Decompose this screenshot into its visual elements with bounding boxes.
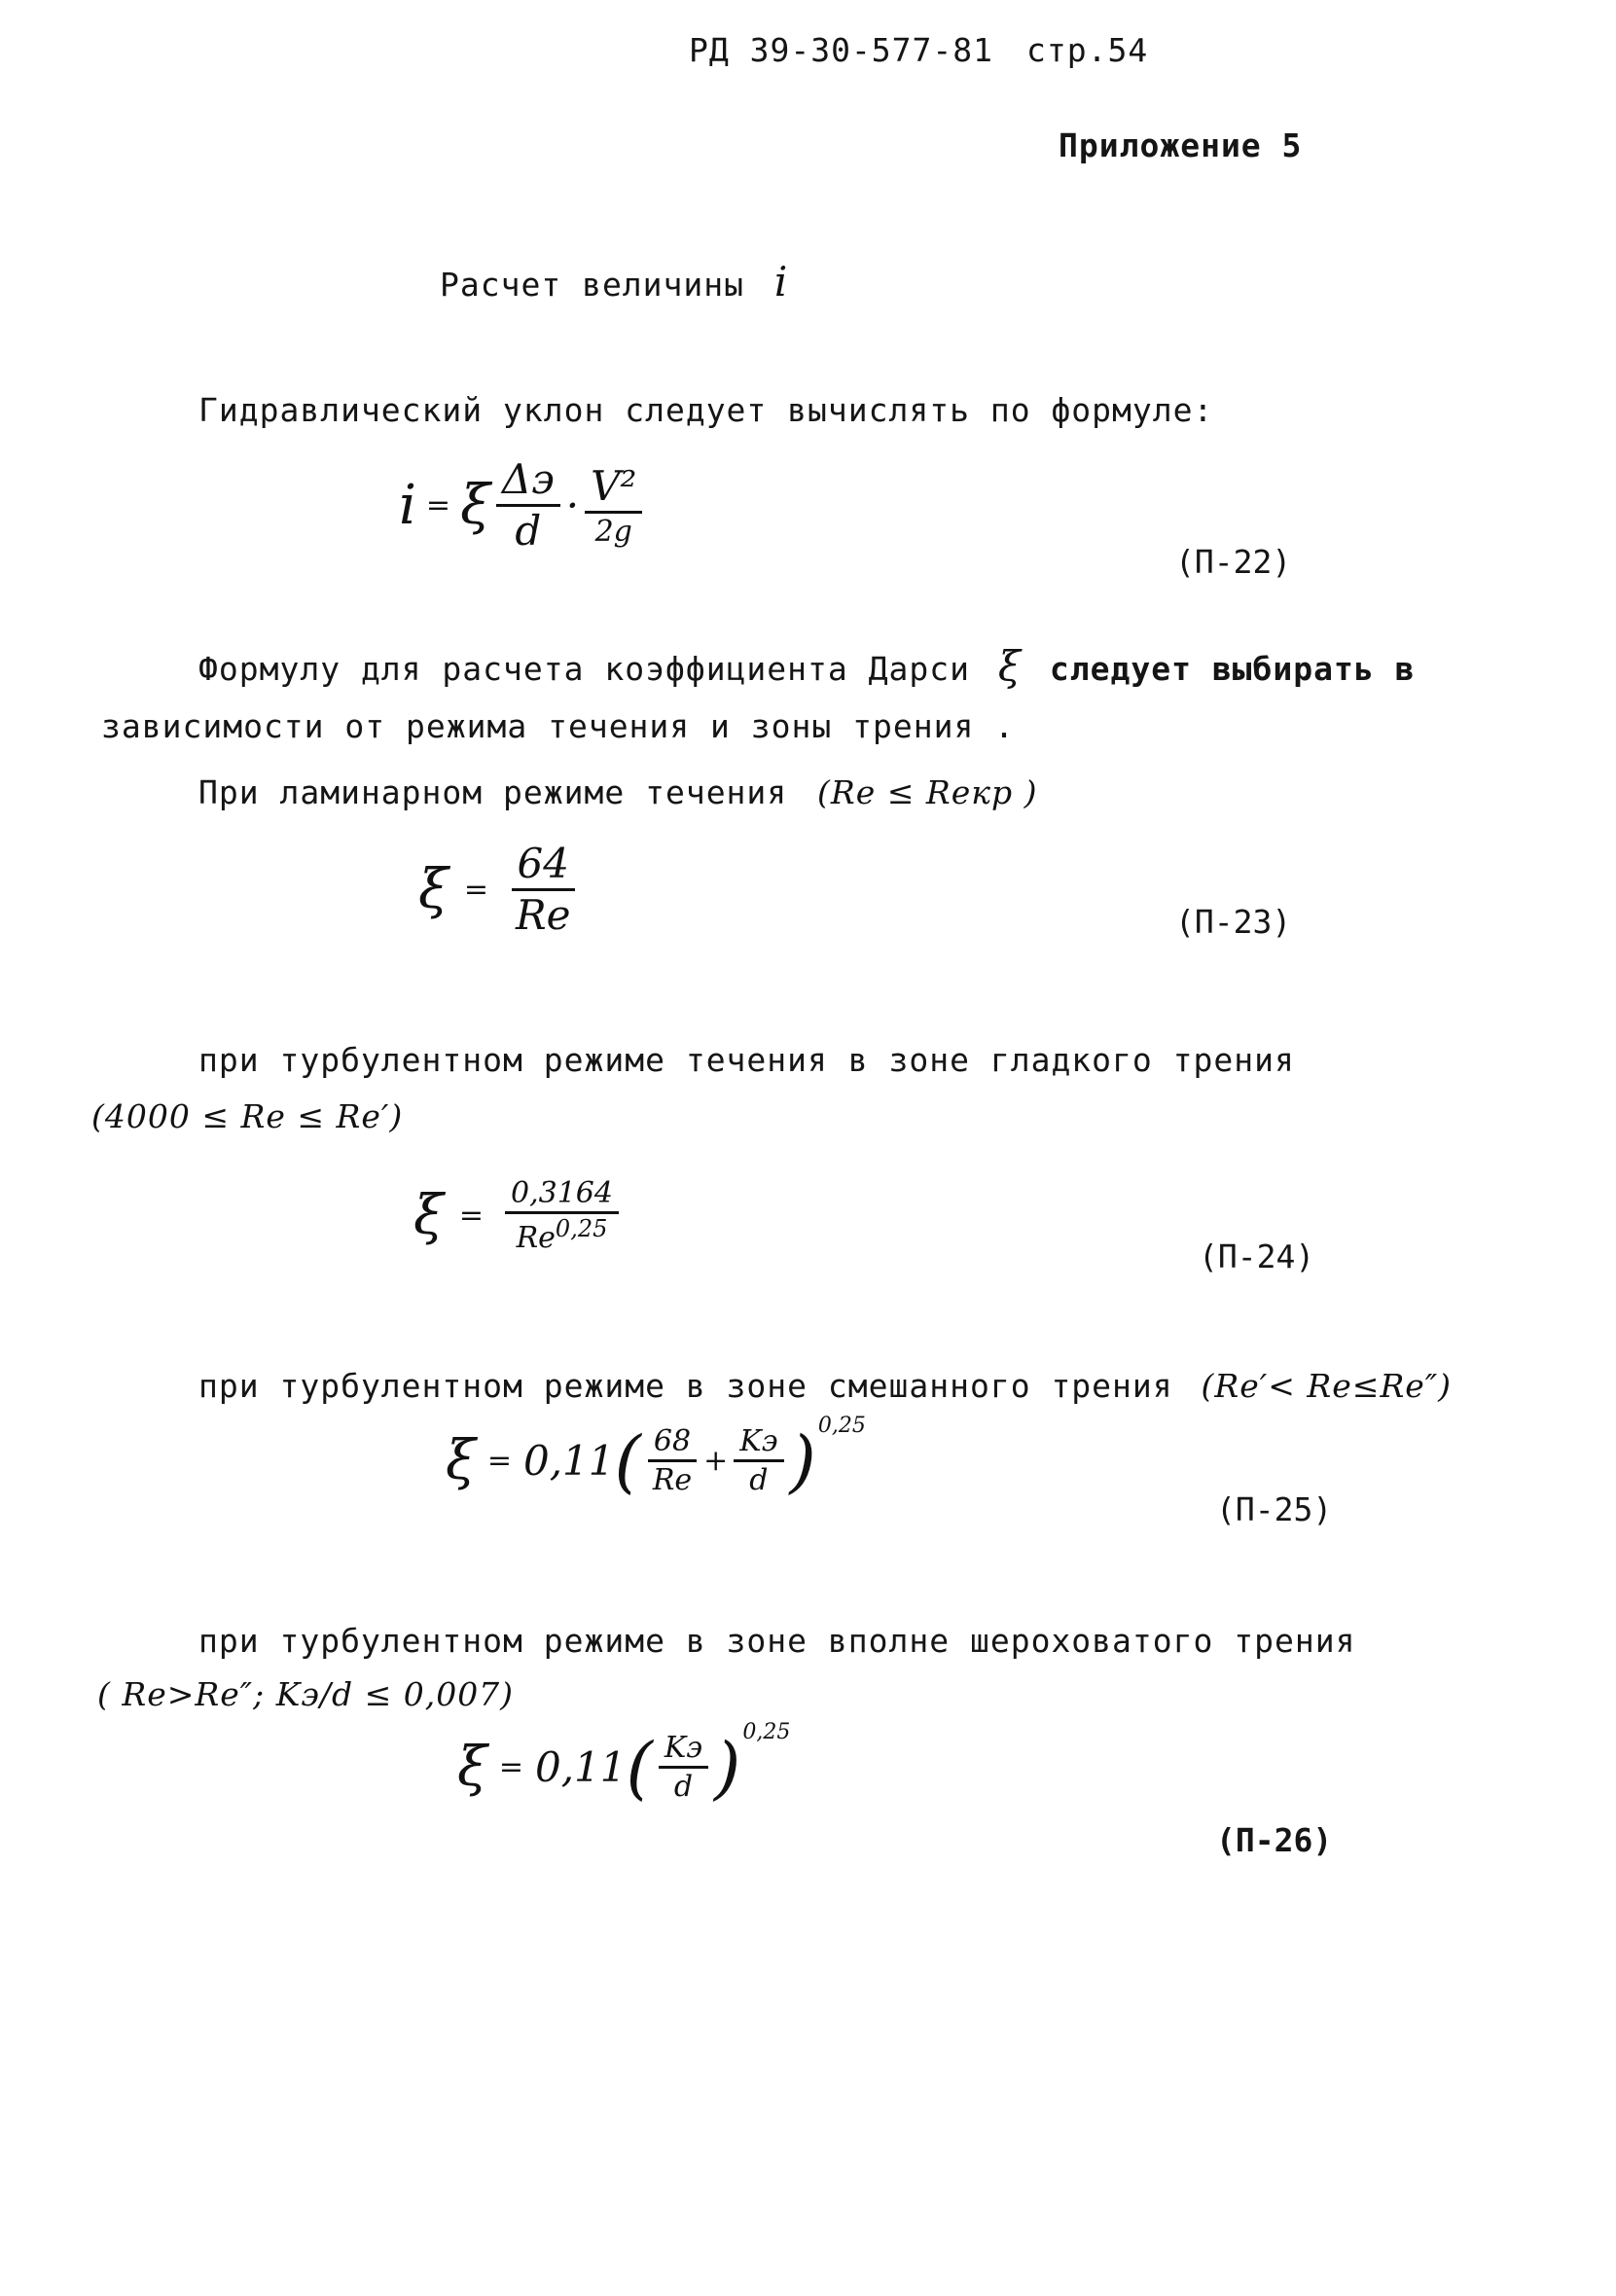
laminar-text: При ламинарном режиме течения	[198, 773, 788, 811]
smooth-line: при турбулентном режиме течения в зоне гладкого трения	[198, 1041, 1295, 1079]
formula-p25-lparen: (	[614, 1420, 641, 1501]
smooth-condition: (4000 ≤ Re ≤ Re′)	[91, 1097, 404, 1135]
darcy-line-2: зависимости от режима течения и зоны трения .	[101, 707, 1016, 745]
formula-p25-eq: =	[486, 1444, 512, 1478]
formula-p23-lhs: ξ	[418, 858, 449, 922]
darcy-line-1-text: Формулу для расчета коэффициента Дарси	[198, 650, 970, 688]
formula-p22	[399, 457, 648, 554]
formula-p26-eq: =	[498, 1750, 523, 1784]
laminar-condition: (Re ≤ Reкр )	[817, 773, 1038, 811]
darcy-line-1	[198, 642, 1416, 690]
formula-p25-exp: 0,25	[817, 1414, 866, 1438]
darcy-line-1-end: следует выбирать в	[1049, 650, 1416, 688]
formula-p23-eq: =	[463, 873, 488, 908]
formula-p22-num2: V²	[585, 464, 642, 514]
formula-p23	[418, 842, 582, 938]
formula-p26-lparen: (	[626, 1727, 653, 1808]
formula-p25-den1: Re	[652, 1463, 693, 1497]
section-title-text: Расчет величины	[440, 266, 745, 304]
mixed-condition: (Re′< Re≤Re″)	[1201, 1367, 1453, 1405]
formula-p22-frac2	[585, 461, 642, 549]
formula-p25-lhs: ξ	[446, 1429, 476, 1492]
formula-p26	[457, 1720, 791, 1808]
formula-p23-den: Re	[515, 891, 571, 940]
formula-p26-den: d	[673, 1770, 694, 1804]
formula-p22-xi: ξ	[460, 474, 490, 538]
mixed-line	[198, 1367, 1452, 1405]
formula-p24-eq: =	[458, 1199, 484, 1233]
rough-line: при турбулентном режиме в зоне вполне шероховатого трения	[198, 1622, 1356, 1660]
section-title	[440, 258, 788, 305]
formula-p26-coef: 0,11	[534, 1743, 627, 1791]
equation-number-p25: (П-25)	[1216, 1490, 1333, 1528]
mixed-text: при турбулентном режиме в зоне смешанного трения	[198, 1367, 1173, 1405]
document-code: РД 39-30-577-81	[689, 31, 994, 69]
formula-p25-frac1	[647, 1425, 698, 1496]
formula-p25-frac2	[734, 1425, 783, 1496]
formula-p26-num: Kэ	[659, 1732, 708, 1769]
formula-p26-frac	[659, 1732, 708, 1803]
formula-p25-coef: 0,11	[522, 1437, 615, 1485]
equation-number-p22: (П-22)	[1175, 543, 1292, 581]
darcy-symbol: ξ	[997, 642, 1022, 690]
formula-p22-den1: d	[515, 507, 542, 556]
formula-p24	[413, 1177, 625, 1254]
formula-p25-num2: Kэ	[734, 1425, 783, 1462]
formula-p24-den: Re	[516, 1221, 556, 1255]
equation-number-p26: (П-26)	[1216, 1821, 1333, 1859]
formula-p22-num1: Δэ	[496, 457, 560, 507]
formula-p26-rparen: )	[714, 1727, 741, 1808]
formula-p25-rparen: )	[789, 1420, 816, 1501]
formula-p24-exp: 0,25	[555, 1215, 608, 1242]
formula-p25-den2: d	[749, 1463, 769, 1497]
equation-number-p23: (П-23)	[1175, 903, 1292, 941]
formula-p24-frac	[505, 1177, 619, 1254]
formula-p22-den2: 2g	[594, 514, 632, 549]
title-symbol: i	[773, 258, 789, 305]
formula-p22-dot: ·	[565, 482, 580, 530]
formula-p24-num: 0,3164	[505, 1177, 619, 1214]
formula-p22-eq: =	[425, 488, 451, 523]
formula-p26-exp: 0,25	[742, 1720, 791, 1744]
formula-p22-lhs: i	[399, 474, 416, 538]
formula-p26-lhs: ξ	[457, 1736, 487, 1799]
formula-p24-den-wrap	[511, 1214, 614, 1254]
equation-number-p24: (П-24)	[1199, 1238, 1315, 1275]
formula-p22-frac1	[496, 457, 560, 554]
laminar-line	[198, 773, 1038, 811]
rough-condition: ( Re>Re″; Kэ/d ≤ 0,007)	[97, 1675, 515, 1713]
formula-p25-plus: +	[703, 1444, 729, 1478]
formula-p25	[446, 1414, 866, 1501]
formula-p23-num: 64	[512, 842, 575, 891]
formula-p25-num1: 68	[648, 1425, 697, 1462]
appendix-label: Приложение 5	[1059, 126, 1303, 164]
intro-paragraph: Гидравлический уклон следует вычислять по формуле:	[198, 391, 1214, 429]
page-number: стр.54	[1026, 31, 1149, 69]
formula-p24-lhs: ξ	[413, 1184, 444, 1247]
formula-p23-frac	[510, 842, 576, 938]
